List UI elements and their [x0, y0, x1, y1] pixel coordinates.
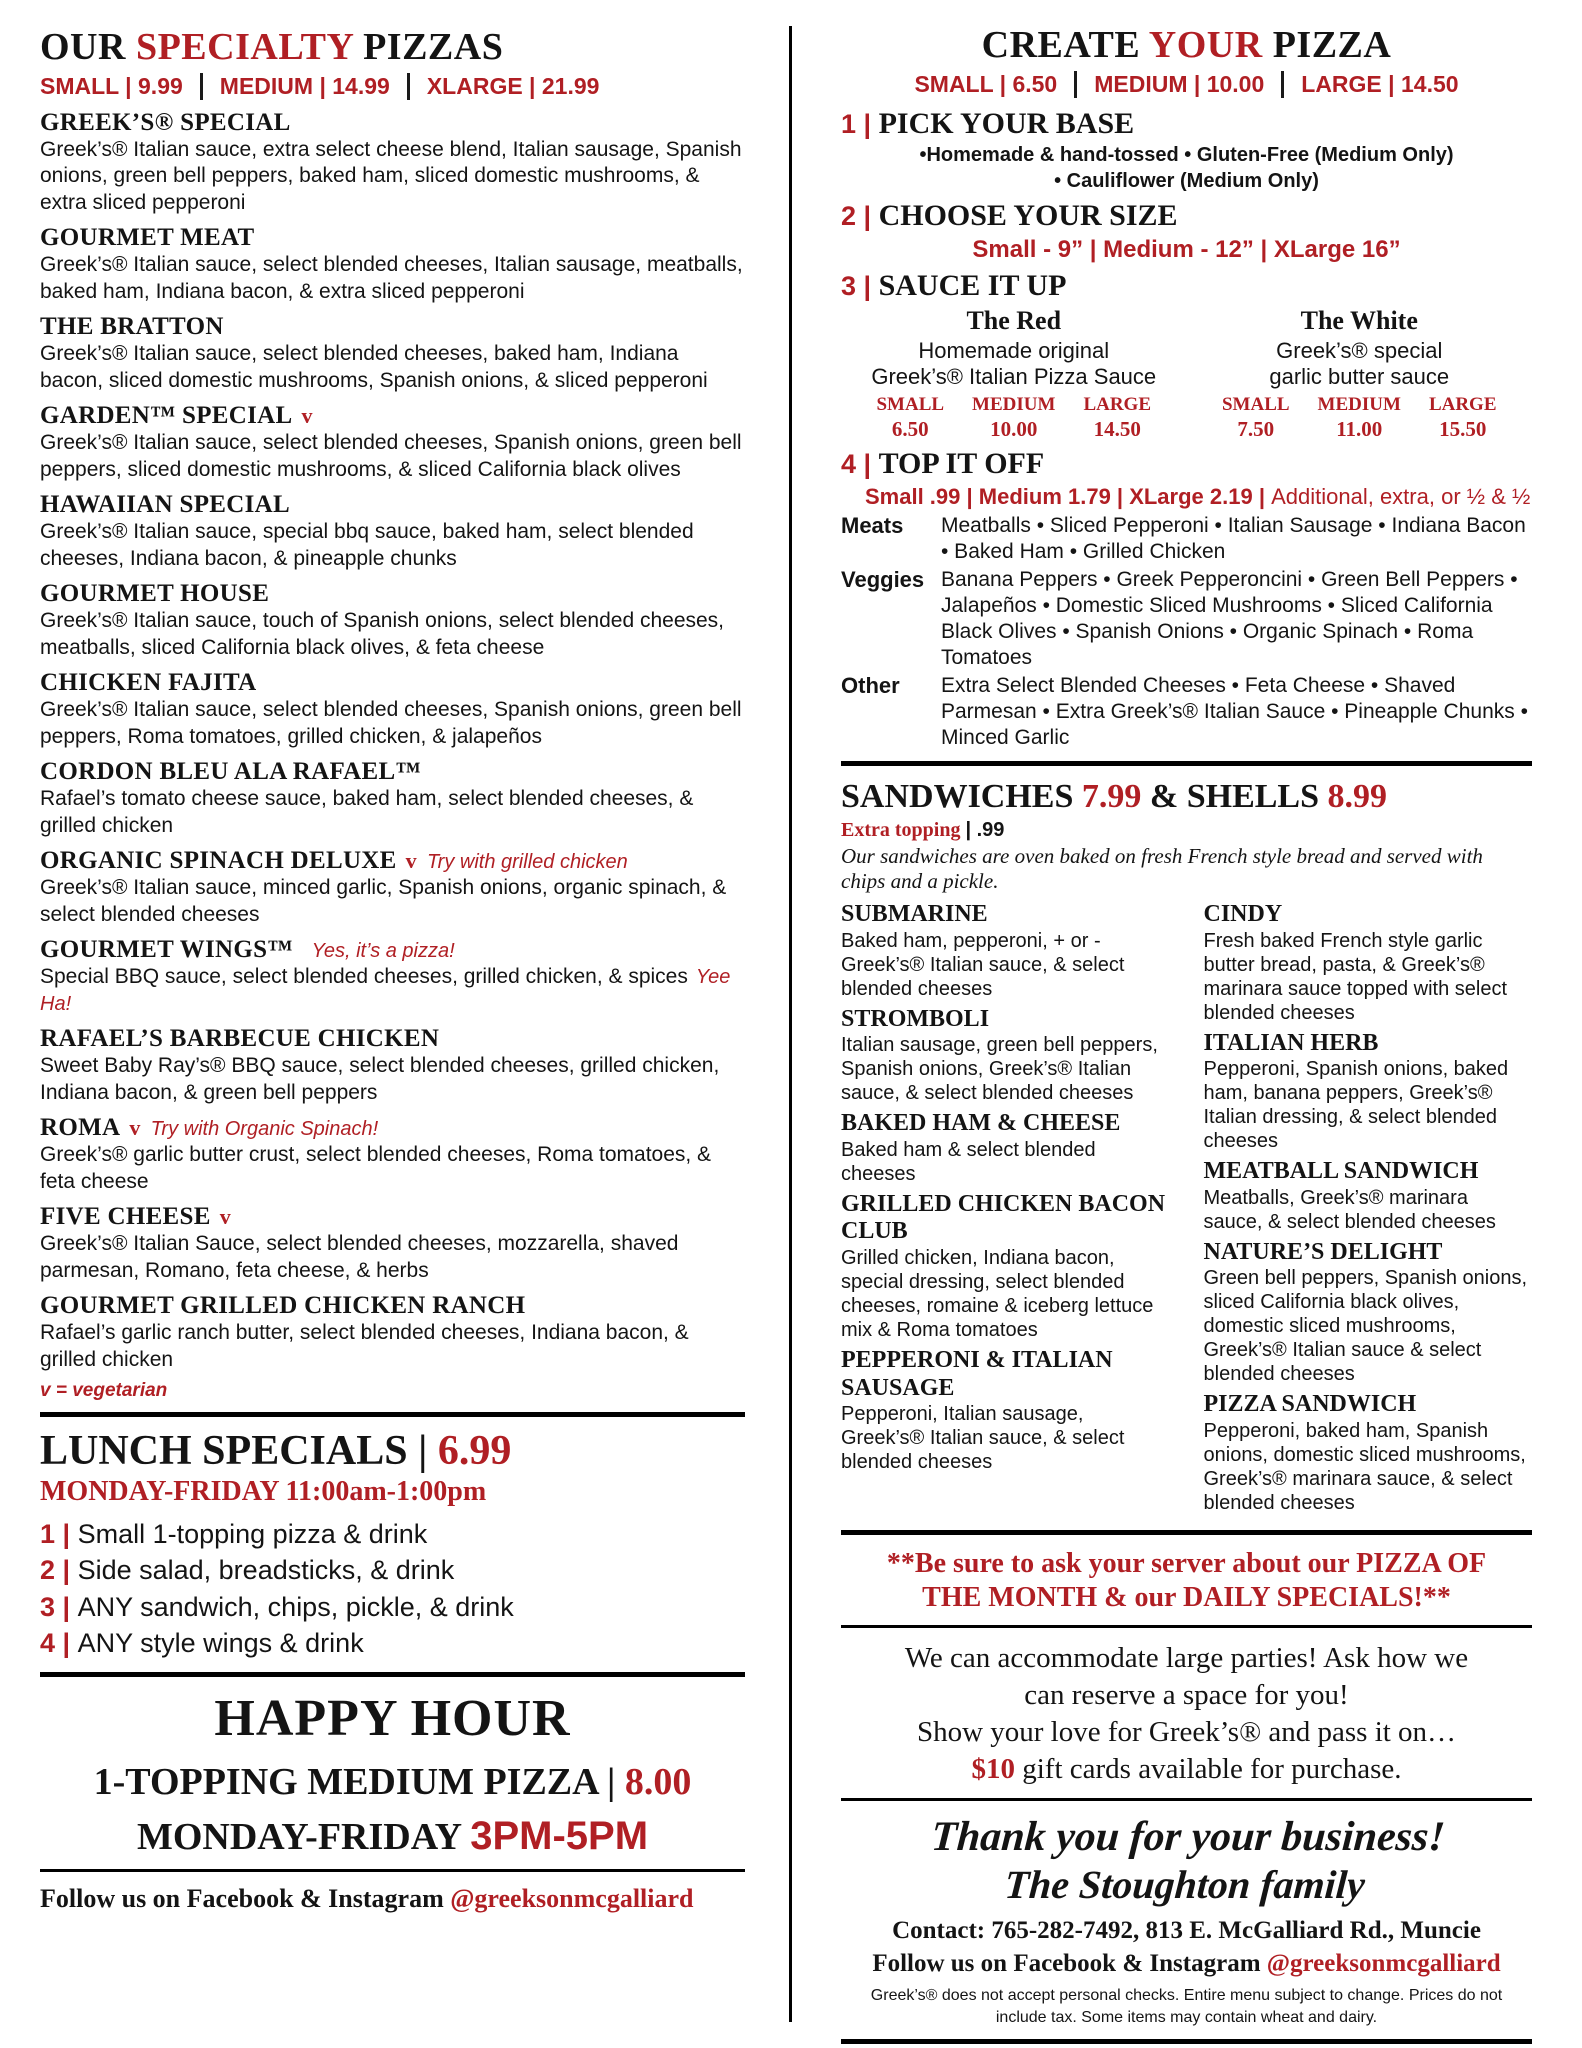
size-options: Small - 9” | Medium - 12” | XLarge 16” [972, 235, 1401, 263]
specialty-item [40, 935, 745, 1017]
step-sauce [841, 268, 1532, 443]
specialty-item [40, 312, 745, 394]
step-title: CHOOSE YOUR SIZE [878, 198, 1178, 232]
size-price: 15.50 [1439, 417, 1487, 442]
lunch-item-number: 1 | [40, 1518, 78, 1549]
sandwich-item [1204, 1158, 1533, 1234]
title-part: & SHELLS [1141, 778, 1328, 816]
sandwich-item [841, 1347, 1170, 1474]
item-description [40, 1231, 745, 1284]
happy-hour-title: HAPPY HOUR [214, 1689, 571, 1747]
item-description [40, 1053, 745, 1106]
item-name: ROMA [40, 1113, 121, 1141]
item-heading [40, 401, 745, 431]
step-toppings [841, 446, 1532, 751]
social-follow-line [40, 1884, 745, 1914]
extra-topping-line [841, 819, 1532, 842]
topping-group-label: Other [841, 673, 900, 699]
item-description-text: Greek’s® Italian sauce, select blended cheeses, baked ham, Indiana bacon, sliced domestic mushrooms, Spanish onions, & sliced pepperoni [40, 342, 708, 392]
step-number: 3 | [841, 270, 879, 301]
section-divider [841, 1625, 1532, 1628]
topping-prices: Small .99 | Medium 1.79 | XLarge 2.19 | [865, 484, 1272, 510]
specialty-price-line [40, 73, 745, 100]
item-heading [40, 579, 745, 609]
item-description [40, 430, 745, 483]
size-label: LARGE [1083, 394, 1152, 416]
item-description [40, 341, 745, 394]
sandwich-columns [841, 901, 1532, 1520]
step-heading [841, 106, 1532, 142]
item-heading [40, 312, 745, 342]
create-pizza-title [841, 24, 1532, 67]
happy-hour-schedule [40, 1814, 745, 1859]
section-divider [841, 761, 1532, 766]
sandwich-item [1204, 901, 1533, 1025]
sandwich-description: Italian sausage, green bell peppers, Spanish onions, Greek’s® Italian sauce, & select blended cheeses [841, 1034, 1158, 1105]
item-name: GOURMET MEAT [40, 223, 255, 251]
step-number: 2 | [841, 200, 879, 231]
title-part: OUR [40, 26, 136, 68]
item-name: GARDEN™ SPECIAL [40, 401, 293, 429]
item-name: ORGANIC SPINACH DELUXE [40, 846, 397, 874]
pizza-of-the-month-promo [841, 1547, 1532, 1615]
step-heading [841, 268, 1532, 304]
sandwich-description: Baked ham, pepperoni, + or - Greek’s® Italian sauce, & select blended cheeses [841, 929, 1125, 1000]
sandwich-item [841, 1006, 1170, 1106]
large-parties-info [841, 1640, 1532, 1787]
sandwich-description: Pepperoni, Italian sausage, Greek’s® Italian sauce, & select blended cheeses [841, 1403, 1125, 1474]
item-name: GOURMET GRILLED CHICKEN RANCH [40, 1291, 526, 1319]
topping-group-list [841, 513, 1532, 751]
social-follow-text: Follow us on Facebook & Instagram [40, 1883, 451, 1913]
price-large: LARGE | 14.50 [1281, 71, 1458, 98]
sauce-desc: garlic butter sauce [1269, 364, 1450, 390]
lunch-item-number: 4 | [40, 1628, 78, 1659]
specialty-title [40, 26, 745, 69]
fine-print-line: Greek’s® does not accept personal checks. Entire menu subject to change. Prices do not [870, 1986, 1503, 2004]
size-label: MEDIUM [972, 394, 1056, 416]
happy-hour-days: MONDAY-FRIDAY [136, 1815, 471, 1858]
title-part: PIZZA [1262, 24, 1392, 66]
specialty-item [40, 1291, 745, 1373]
size-price: 10.00 [990, 417, 1038, 442]
sandwiches-title [841, 778, 1532, 815]
step-number: 1 | [841, 108, 879, 139]
sauce-options [841, 306, 1532, 443]
sauce-name: The Red [966, 305, 1062, 335]
specialty-item [40, 490, 745, 572]
section-divider [40, 1672, 745, 1677]
item-heading [40, 668, 745, 698]
item-description-text: Special BBQ sauce, select blended cheeses, grilled chicken, & spices [40, 965, 688, 989]
item-name: GOURMET HOUSE [40, 579, 270, 607]
item-heading [40, 1024, 745, 1054]
item-description [40, 786, 745, 839]
size-label: SMALL [1221, 394, 1290, 416]
step-title: TOP IT OFF [878, 447, 1045, 481]
sauce-desc: Homemade original [918, 337, 1110, 363]
contact-block [841, 1914, 1532, 1980]
gift-card-line [841, 1751, 1532, 1788]
sandwich-name: CINDY [1203, 901, 1283, 928]
vegetarian-legend: v = vegetarian [40, 1379, 168, 1401]
lunch-item-number: 2 | [40, 1555, 78, 1586]
lunch-title-text: LUNCH SPECIALS | [40, 1427, 438, 1474]
item-description [40, 519, 745, 572]
sandwich-name: PEPPERONI & ITALIAN SAUSAGE [841, 1347, 1113, 1401]
specialty-item-list [40, 108, 745, 1373]
family-signature: The Stoughton family [1003, 1861, 1367, 1907]
sandwiches-note: Our sandwiches are oven baked on fresh French style bread and served with chips and a pickle. [841, 843, 1483, 894]
bottom-rule [841, 2039, 1532, 2044]
title-part: SANDWICHES [841, 778, 1082, 816]
lunch-item [40, 1516, 745, 1552]
item-heading [40, 108, 745, 138]
title-accent: YOUR [1148, 24, 1263, 66]
sandwich-name: MEATBALL SANDWICH [1203, 1158, 1479, 1185]
section-divider [841, 1798, 1532, 1801]
topping-group-items: Meatballs • Sliced Pepperoni • Italian Sausage • Indiana Bacon • Baked Ham • Grilled Chicken [941, 514, 1526, 564]
sauce-name: The White [1300, 305, 1418, 335]
create-your-pizza-section [841, 24, 1532, 751]
specialty-item [40, 401, 745, 483]
contact-line: Contact: 765-282-7492, 813 E. McGalliard Rd., Muncie [892, 1916, 1481, 1944]
topping-group [841, 567, 1532, 671]
specialty-item [40, 1113, 745, 1195]
item-name: GOURMET WINGS™ [40, 935, 293, 963]
sandwich-description: Pepperoni, baked ham, Spanish onions, domestic sliced mushrooms, Greek’s® marinara sauce, & select blended cheeses [1203, 1420, 1526, 1515]
info-line: We can accommodate large parties! Ask how we [904, 1642, 1469, 1675]
lunch-item-list [40, 1516, 745, 1662]
thank-you-line: Thank you for your business! [929, 1813, 1447, 1860]
lunch-item-text: ANY sandwich, chips, pickle, & drink [77, 1591, 514, 1622]
item-name: CHICKEN FAJITA [40, 668, 257, 696]
item-description-text: Sweet Baby Ray’s® BBQ sauce, select blended cheeses, grilled chicken, Indiana bacon, & green bell peppers [40, 1054, 720, 1104]
specialty-item [40, 579, 745, 661]
item-name: THE BRATTON [40, 312, 224, 340]
item-heading [40, 1113, 745, 1143]
item-description [40, 137, 745, 216]
step-number: 4 | [841, 449, 879, 480]
item-description-text: Greek’s® garlic butter crust, select blended cheeses, Roma tomatoes, & feta cheese [40, 1143, 712, 1193]
item-description-note: Yee Ha! [40, 966, 731, 1015]
sandwich-description: Pepperoni, Spanish onions, baked ham, banana peppers, Greek’s® Italian dressing, & select blended cheeses [1203, 1058, 1509, 1153]
sandwich-name: STROMBOLI [841, 1005, 990, 1032]
item-heading [40, 223, 745, 253]
specialty-pizzas-section [40, 26, 745, 1402]
item-description-text: Greek’s® Italian sauce, special bbq sauce, baked ham, select blended cheeses, Indiana bacon, & pineapple chunks [40, 520, 694, 570]
sauce-red [841, 306, 1187, 443]
fine-print-line: include tax. Some items may contain wheat and dairy. [995, 2009, 1378, 2027]
shells-price: 8.99 [1327, 778, 1388, 816]
sandwich-description: Fresh baked French style garlic butter bread, pasta, & Greek’s® marinara sauce topped with select blended cheeses [1203, 929, 1507, 1024]
lunch-item-text: ANY style wings & drink [77, 1628, 364, 1659]
base-options-line2: • Cauliflower (Medium Only) [1054, 169, 1319, 192]
create-price-line [841, 71, 1532, 98]
sandwich-description: Meatballs, Greek’s® marinara sauce, & select blended cheeses [1203, 1186, 1496, 1233]
sauce-price-table [1187, 394, 1533, 442]
promo-line: **Be sure to ask your server about our PIZZA OF [886, 1548, 1487, 1580]
item-description-text: Rafael’s tomato cheese sauce, baked ham, select blended cheeses, & grilled chicken [40, 787, 694, 837]
title-part: CREATE [981, 24, 1149, 66]
item-description-text: Greek’s® Italian sauce, select blended cheeses, Italian sausage, meatballs, baked ham, Indiana bacon, & extra sliced pepperoni [40, 253, 743, 303]
sandwich-column-1 [841, 901, 1170, 1520]
specialty-item [40, 223, 745, 305]
sauce-white [1187, 306, 1533, 443]
lunch-item-number: 3 | [40, 1591, 78, 1622]
sandwich-name: SUBMARINE [841, 901, 988, 928]
social-handle: @greeksonmcgalliard [1266, 1949, 1501, 1977]
lunch-item [40, 1589, 745, 1625]
item-description-text: Greek’s® Italian sauce, minced garlic, Spanish onions, organic spinach, & select blended cheeses [40, 876, 727, 926]
item-description [40, 608, 745, 661]
gift-card-price: $10 [971, 1752, 1015, 1785]
item-description [40, 252, 745, 305]
sandwich-item [841, 901, 1170, 1001]
item-heading [40, 935, 745, 965]
item-name: FIVE CHEESE [40, 1202, 211, 1230]
column-divider [789, 26, 792, 2022]
sandwich-description: Grilled chicken, Indiana bacon, special dressing, select blended cheeses, romaine & iceberg lettuce mix & Roma tomatoes [841, 1247, 1154, 1342]
price-medium: MEDIUM | 10.00 [1074, 71, 1264, 98]
size-price: 7.50 [1237, 417, 1275, 442]
title-part: PIZZAS [353, 26, 504, 68]
step-title: SAUCE IT UP [878, 268, 1067, 302]
item-description-text: Greek’s® Italian sauce, select blended cheeses, Spanish onions, green bell peppers, sliced domestic mushrooms, & sliced California black olives [40, 431, 742, 481]
specialty-item [40, 1024, 745, 1106]
social-handle: @greeksonmcgalliard [450, 1883, 694, 1913]
price-small: SMALL | 9.99 [40, 72, 183, 99]
item-name: GREEK’S® SPECIAL [40, 108, 291, 136]
base-options-line1: •Homemade & hand-tossed • Gluten-Free (Medium Only) [919, 143, 1454, 166]
sandwiches-section [841, 778, 1532, 1520]
specialty-item [40, 108, 745, 216]
item-description [40, 1320, 745, 1373]
topping-price-line [865, 484, 1532, 510]
item-note: Try with grilled chicken [426, 850, 628, 873]
lunch-specials-section [40, 1429, 745, 1662]
sauce-price-table [841, 394, 1187, 442]
sandwich-name: GRILLED CHICKEN BACON CLUB [841, 1190, 1166, 1245]
info-line: Show your love for Greek’s® and pass it on… [916, 1716, 1457, 1749]
step-pick-base [841, 106, 1532, 194]
sandwich-item [1204, 1391, 1533, 1515]
item-name: RAFAEL’S BARBECUE CHICKEN [40, 1024, 440, 1052]
topping-price-note: Additional, extra, or ½ & ½ [1271, 484, 1531, 510]
price-xlarge: XLARGE | 21.99 [407, 73, 600, 100]
vegetarian-tag: v [129, 1114, 141, 1140]
sandwich-name: ITALIAN HERB [1203, 1029, 1379, 1056]
lunch-item-text: Side salad, breadsticks, & drink [77, 1555, 455, 1586]
gift-card-text: gift cards available for purchase. [1015, 1752, 1402, 1785]
item-heading [40, 1202, 745, 1232]
specialty-item [40, 846, 745, 928]
item-description-text: Greek’s® Italian Sauce, select blended cheeses, mozzarella, shaved parmesan, Romano, feta cheese, & herbs [40, 1232, 679, 1282]
sauce-desc: Greek’s® special [1276, 337, 1443, 363]
item-name: CORDON BLEU ALA RAFAEL™ [40, 757, 421, 785]
step-choose-size [841, 198, 1532, 264]
size-label: MEDIUM [1317, 394, 1401, 416]
item-heading [40, 490, 745, 520]
size-price: 6.50 [891, 417, 929, 442]
sauce-desc: Greek’s® Italian Pizza Sauce [871, 364, 1157, 390]
item-name: HAWAIIAN SPECIAL [40, 490, 290, 518]
section-divider [40, 1869, 745, 1872]
lunch-item [40, 1625, 745, 1661]
size-label: SMALL [876, 394, 945, 416]
info-line: can reserve a space for you! [1024, 1679, 1349, 1712]
happy-hour-section [40, 1689, 745, 1859]
happy-hour-offer-text: 1-TOPPING MEDIUM PIZZA | [93, 1760, 625, 1803]
fine-print [841, 1985, 1532, 2030]
item-description [40, 964, 745, 1017]
sandwich-item [841, 1191, 1170, 1342]
extra-topping-price: | .99 [965, 818, 1005, 841]
item-heading [40, 757, 745, 787]
extra-topping-label: Extra topping [841, 818, 966, 841]
step-heading [841, 198, 1532, 234]
specialty-item [40, 668, 745, 750]
topping-group-items: Extra Select Blended Cheeses • Feta Cheese • Shaved Parmesan • Extra Greek’s® Italian Sauce • Pineapple Chunks • Minced Garlic [941, 674, 1528, 750]
sandwich-item [841, 1110, 1170, 1186]
topping-group [841, 513, 1532, 565]
section-divider [40, 1412, 745, 1417]
size-label: LARGE [1428, 394, 1497, 416]
lunch-item-text: Small 1-topping pizza & drink [77, 1518, 428, 1549]
item-description-text: Greek’s® Italian sauce, extra select cheese blend, Italian sausage, Spanish onions, green bell peppers, baked ham, sliced domestic mushrooms, & extra sliced pepperoni [40, 138, 742, 214]
sandwich-description: Baked ham & select blended cheeses [841, 1138, 1096, 1185]
title-accent: SPECIALTY [135, 26, 354, 68]
size-price: 14.50 [1093, 417, 1141, 442]
item-note: Try with Organic Spinach! [150, 1117, 379, 1140]
item-description [40, 875, 745, 928]
step-title: PICK YOUR BASE [878, 106, 1135, 140]
sandwich-price: 7.99 [1081, 778, 1142, 816]
happy-hour-offer [40, 1760, 745, 1804]
sandwich-item [1204, 1239, 1533, 1387]
size-price: 11.00 [1336, 417, 1383, 442]
section-divider [841, 1530, 1532, 1535]
topping-group-label: Meats [841, 513, 904, 539]
lunch-title [40, 1429, 745, 1473]
item-description-text: Rafael’s garlic ranch butter, select blended cheeses, Indiana bacon, & grilled chicken [40, 1321, 689, 1371]
item-note: Yes, it’s a pizza! [311, 939, 455, 962]
item-description-text: Greek’s® Italian sauce, select blended cheeses, Spanish onions, green bell peppers, Roma tomatoes, grilled chicken, & jalapeños [40, 698, 742, 748]
vegetarian-tag: v [219, 1203, 232, 1229]
happy-hour-times: 3PM-5PM [470, 1813, 649, 1858]
social-follow-text: Follow us on Facebook & Instagram [872, 1949, 1267, 1977]
item-description [40, 1142, 745, 1195]
specialty-item [40, 1202, 745, 1284]
sandwich-name: PIZZA SANDWICH [1203, 1391, 1417, 1418]
item-heading [40, 1291, 745, 1321]
sandwich-description: Green bell peppers, Spanish onions, sliced California black olives, domestic sliced mushrooms, Greek’s® Italian sauce & select blended cheeses [1203, 1267, 1528, 1386]
topping-group-items: Banana Peppers • Greek Pepperoncini • Green Bell Peppers • Jalapeños • Domestic Sliced Mushrooms • Sliced California Black Olives • Spanish Onions • Organic Spinach • Roma Tomatoes [941, 568, 1518, 670]
right-column [791, 0, 1582, 2048]
vegetarian-tag: v [301, 402, 313, 428]
step-heading [841, 446, 1532, 482]
sandwich-item [1204, 1030, 1533, 1154]
sandwich-name: BAKED HAM & CHEESE [841, 1110, 1121, 1137]
lunch-subtitle: MONDAY-FRIDAY 11:00am-1:00pm [40, 1475, 487, 1507]
social-follow-line [841, 1947, 1532, 1980]
happy-hour-price: 8.00 [624, 1760, 692, 1803]
lunch-item [40, 1552, 745, 1588]
topping-group-label: Veggies [841, 567, 925, 593]
item-heading [40, 846, 745, 876]
thank-you-signature [838, 1813, 1536, 1908]
item-description-text: Greek’s® Italian sauce, touch of Spanish onions, select blended cheeses, meatballs, sliced California black olives, & feta cheese [40, 609, 725, 659]
price-medium: MEDIUM | 14.99 [200, 73, 390, 100]
lunch-price: 6.99 [437, 1427, 512, 1474]
price-small: SMALL | 6.50 [914, 70, 1058, 97]
vegetarian-tag: v [405, 847, 417, 873]
promo-line: THE MONTH & our DAILY SPECIALS!** [922, 1582, 1451, 1614]
sandwich-name: NATURE’S DELIGHT [1203, 1238, 1443, 1265]
specialty-item [40, 757, 745, 839]
sandwich-column-2 [1204, 901, 1533, 1520]
topping-group [841, 673, 1532, 751]
item-description [40, 697, 745, 750]
